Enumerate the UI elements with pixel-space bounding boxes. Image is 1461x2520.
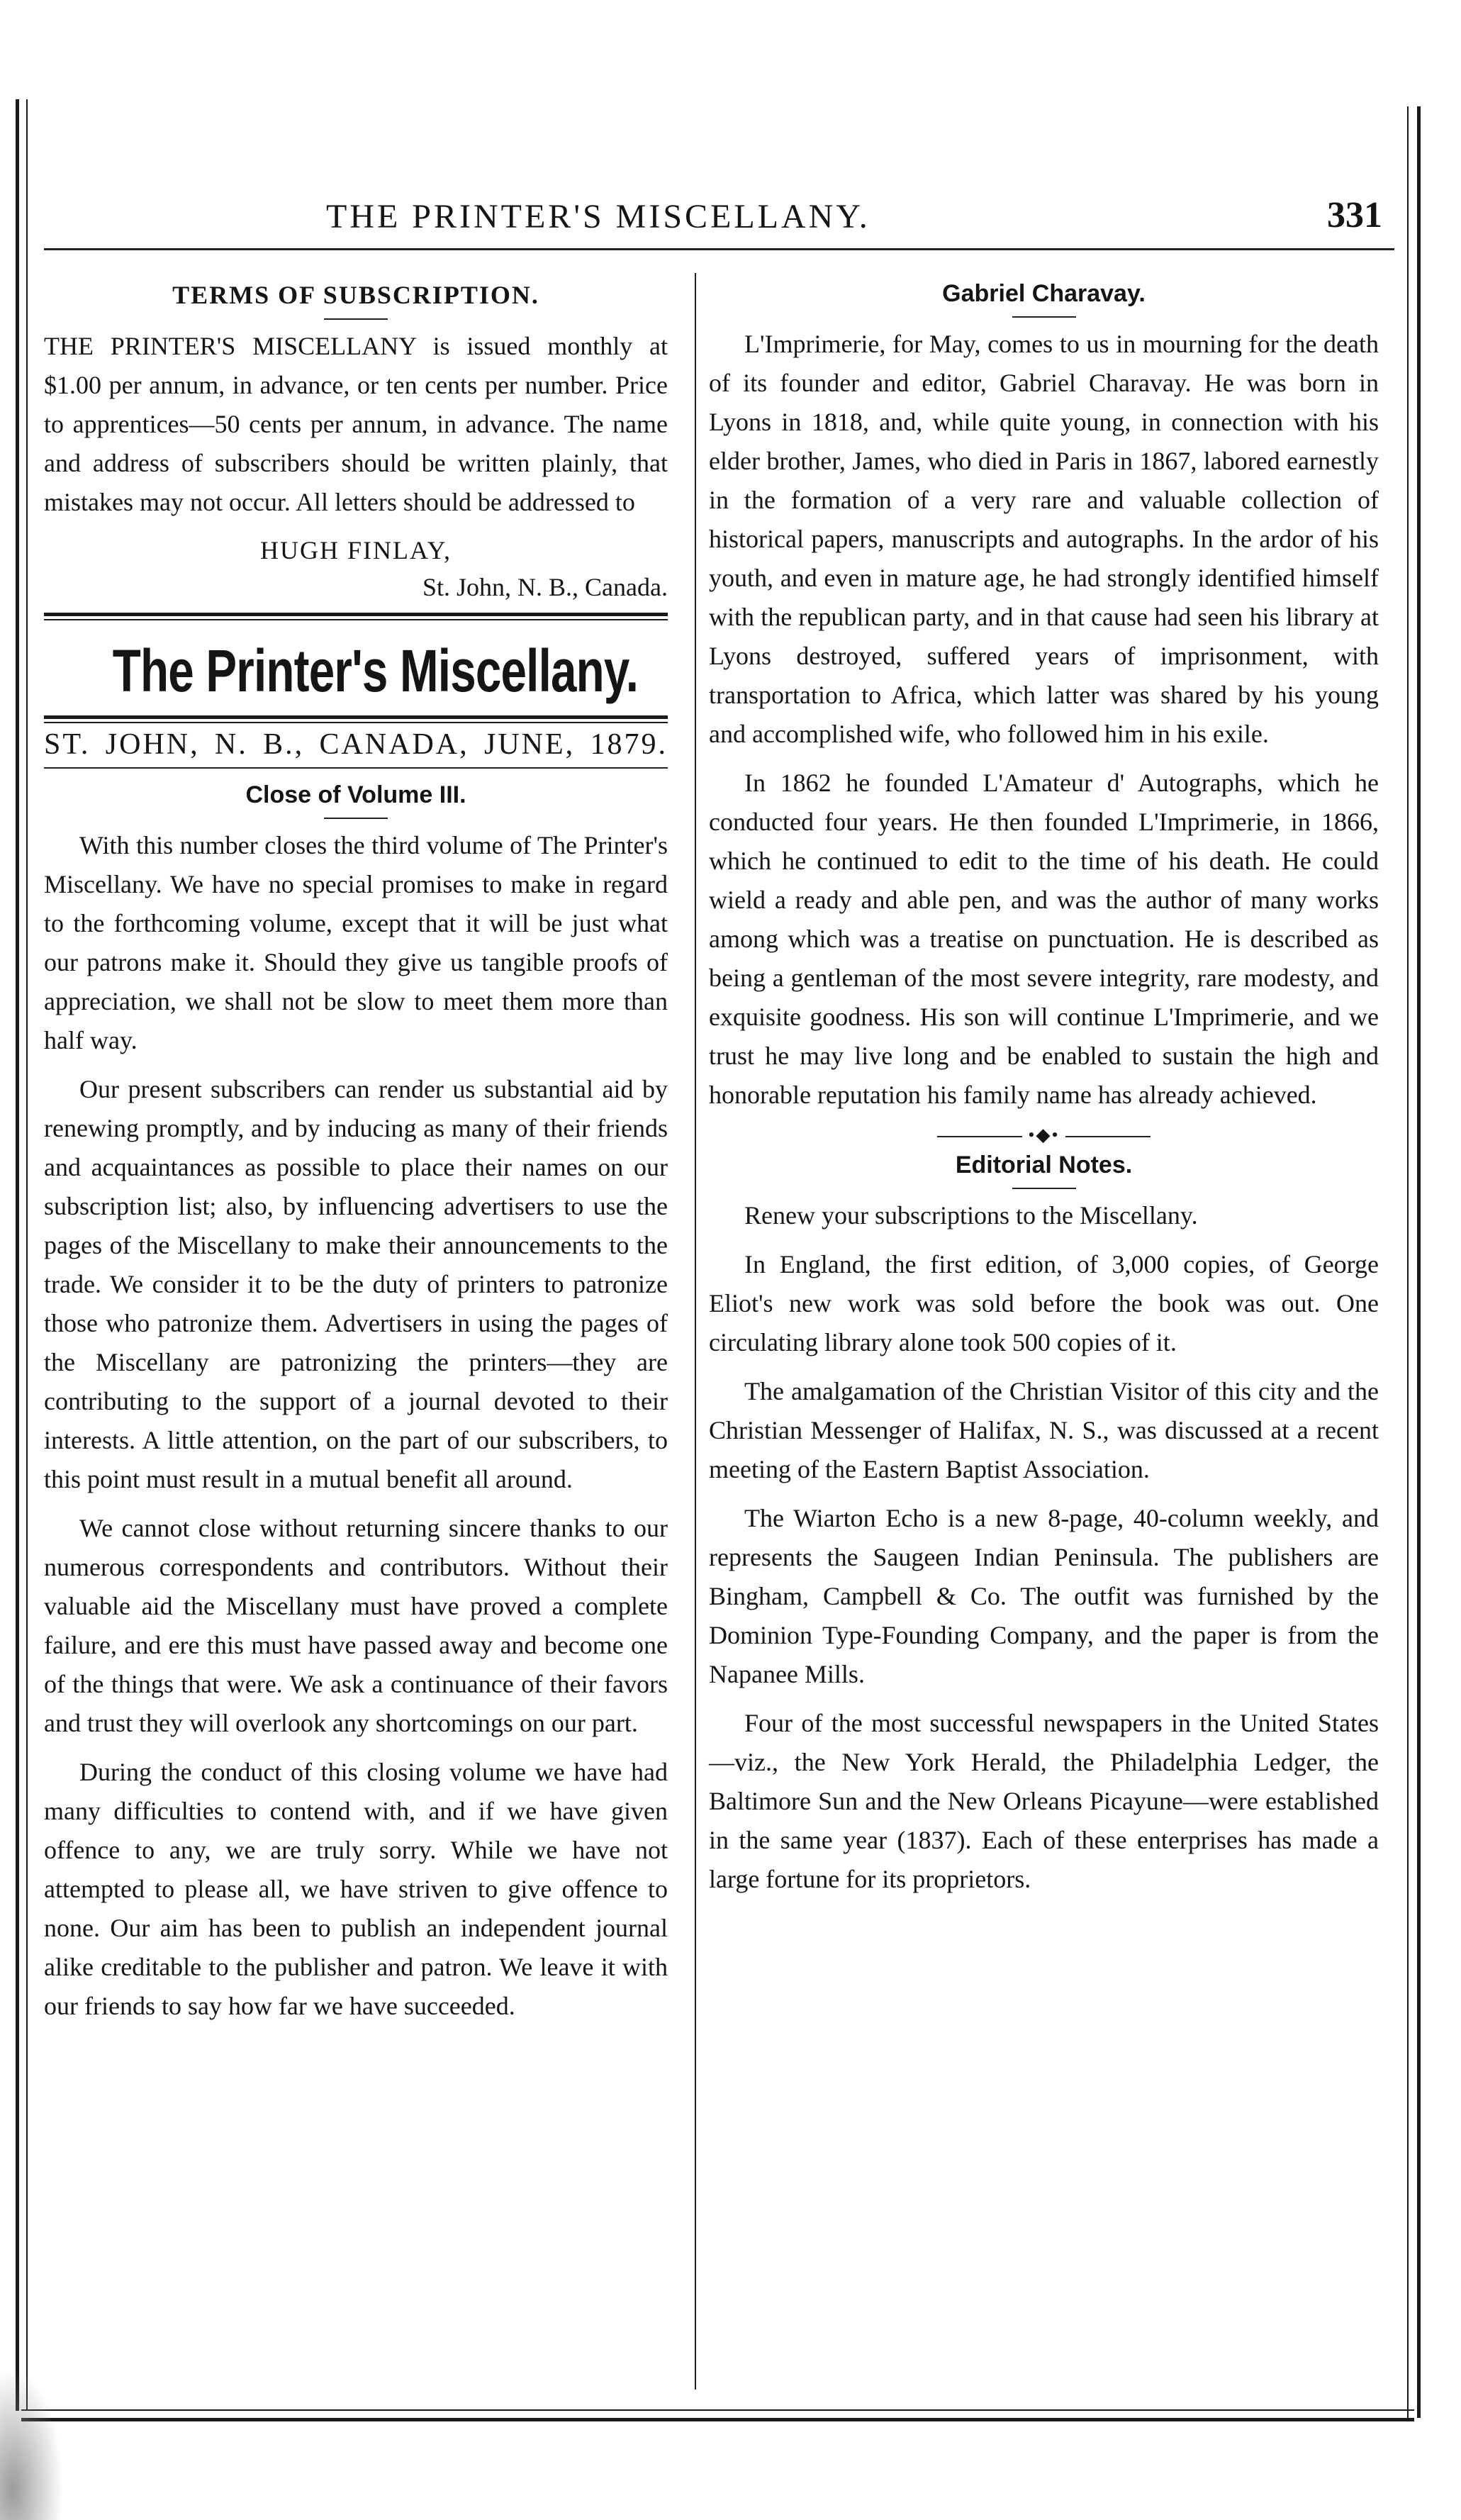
left-column: [44, 280, 668, 2036]
page-frame-left: [16, 99, 28, 2411]
notes-heading: Editorial Notes.: [955, 1152, 1133, 1178]
page-frame-right: [1407, 106, 1421, 2418]
masthead-top-rule: [44, 613, 668, 620]
note-paragraph: Four of the most successful newspapers in the United States—viz., the New York Herald, the Philadelphia Ledger, the Baltimore Sun and the New Orleans Picayune—were established in the same year (1837). Each of these enterprises has made a large fortune for its proprietors.: [709, 1709, 1379, 1893]
running-head: [43, 191, 1389, 248]
masthead-bottom-rule: [44, 715, 668, 723]
obituary-paragraph: L'Imprimerie, for May, comes to us in mourning for the death of its founder and editor, Gabriel Charavay. He was born in Lyons in 1818, and, while quite young, in connection with his elder brother, James, who died in Paris in 1867, labored earnestly in the formation of a very rare and valuable collection of historical papers, manuscripts and autographs. In the ardor of his youth, and even in mature age, he had strongly identified himself with the republican party, and in that cause had seen his library at Lyons destroyed, suffered years of imprisonment, with transportation to Africa, which latter was shared by his young and accomplished wife, who followed him in his exile.: [709, 330, 1379, 748]
obituary-paragraph: In 1862 he founded L'Amateur d' Autographs, which he conducted four years. He then founded L'Imprimerie, in 1866, which he continued to edit to the time of his death. He could wield a ready and able pen, and was the author of many works among which was a treatise on punctuation. He is described as being a gentleman of the most severe integrity, rare modesty, and exquisite goodness. His son will continue L'Imprimerie, and we trust he may live long and be enabled to sustain the high and honorable reputation his family name has already achieved.: [709, 769, 1379, 1109]
terms-text: THE PRINTER'S MISCELLANY is issued monthly at $1.00 per annum, in advance, or ten cents per number. Price to apprentices—50 cents per annum, in advance. The name and address of subscribers should be written plainly, that mistakes may not occur. All letters should be addressed to: [44, 332, 668, 516]
article-paragraph: We cannot close without returning sincere thanks to our numerous correspondents and contributors. Without their valuable aid the Miscellany must have proved a complete failure, and ere this must have passed away and become one of the things that were. We ask a continuance of their favors and trust they will overlook any shortcomings on our part.: [44, 1514, 668, 1737]
terms-address: St. John, N. B., Canada.: [422, 573, 668, 601]
note-paragraph: Renew your subscriptions to the Miscellany.: [744, 1201, 1198, 1230]
close-of-volume-article: [44, 781, 668, 2026]
scan-smudge: [0, 2368, 64, 2520]
header-rule: [44, 248, 1394, 250]
running-title: THE PRINTER'S MISCELLANY.: [326, 198, 871, 235]
article-heading: Close of Volume III.: [245, 781, 466, 808]
section-ornament: [709, 1125, 1379, 1146]
article-paragraph: During the conduct of this closing volume we have had many difficulties to contend with, and if we have given offence to any, we are truly sorry. While we have not attempted to please all, we have striven to give offence to none. Our aim has been to publish an independent journal alike creditable to the publisher and patron. We leave it with our friends to say how far we have succeeded.: [44, 1758, 668, 2020]
terms-of-subscription: [44, 280, 668, 606]
ornament-line-right: [1065, 1136, 1151, 1137]
masthead: The Printer's Miscellany.: [112, 637, 639, 704]
article-paragraph: Our present subscribers can render us substantial aid by renewing promptly, and by inducing as many of their friends and acquaintances as possible to place their names on our subscription list; also, by influencing advertisers to use the pages of the Miscellany to make their announcements to the trade. We consider it to be the duty of printers to patronize those who patronize them. Advertisers in using the pages of the Miscellany are patronizing the printers—they are contributing to the support of a journal devoted to their interests. A little attention, on the part of our subscribers, to this point must result in a mutual benefit all around.: [44, 1075, 668, 1493]
page-number: 331: [1327, 195, 1382, 235]
page-frame-bottom: [21, 2409, 1414, 2421]
article-rule: [324, 818, 388, 819]
note-paragraph: In England, the first edition, of 3,000 copies, of George Eliot's new work was sold before the book was out. One circulating library alone took 500 copies of it.: [709, 1250, 1379, 1356]
column-rule: [695, 273, 696, 2390]
terms-rule: [324, 318, 388, 320]
right-column: [709, 280, 1379, 1909]
editorial-notes: [709, 1152, 1379, 1899]
gabriel-charavay-article: [709, 280, 1379, 1115]
obituary-rule: [1012, 316, 1076, 318]
dateline-rule: [44, 767, 668, 769]
obituary-heading: Gabriel Charavay.: [942, 280, 1146, 307]
ornament-line-left: [937, 1136, 1022, 1137]
article-paragraph: With this number closes the third volume of The Printer's Miscellany. We have no special promises to make in regard to the forthcoming volume, except that it will be just what our patrons make it. Should they give us tangible proofs of appreciation, we shall not be slow to meet them more than half way.: [44, 831, 668, 1054]
terms-addressee: HUGH FINLAY,: [259, 536, 452, 564]
dateline: ST. JOHN, N. B., CANADA, JUNE, 1879.: [44, 728, 668, 761]
note-paragraph: The amalgamation of the Christian Visitor of this city and the Christian Messenger of Halifax, N. S., was discussed at a recent meeting of the Eastern Baptist Association.: [709, 1377, 1379, 1483]
ornament-glyph: •◆•: [1028, 1125, 1060, 1145]
terms-heading: TERMS OF SUBSCRIPTION.: [172, 281, 539, 309]
note-paragraph: The Wiarton Echo is a new 8-page, 40-column weekly, and represents the Saugeen Indian Peninsula. The publishers are Bingham, Campbell & Co. The outfit was furnished by the Dominion Type-Founding Company, and the paper is from the Napanee Mills.: [709, 1504, 1379, 1688]
notes-rule: [1012, 1188, 1076, 1189]
